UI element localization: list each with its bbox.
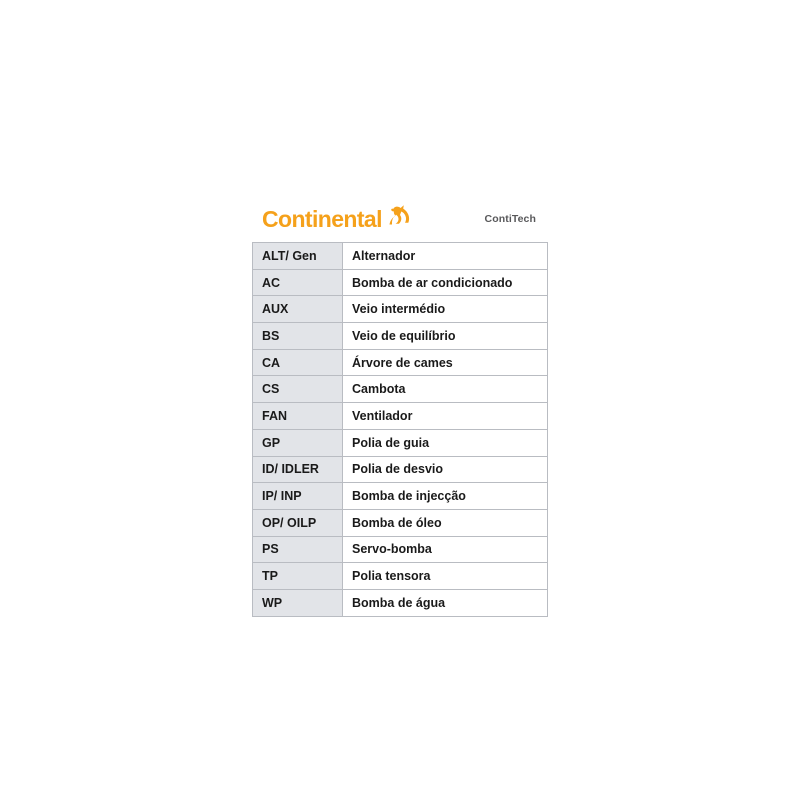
- desc-cell: Polia de desvio: [343, 456, 548, 483]
- desc-cell: Veio intermédio: [343, 296, 548, 323]
- sub-brand-name: ContiTech: [484, 213, 536, 225]
- legend-header: [252, 196, 548, 242]
- desc-cell: Polia tensora: [343, 563, 548, 590]
- abbr-cell: IP/ INP: [253, 483, 343, 510]
- desc-cell: Cambota: [343, 376, 548, 403]
- desc-cell: Servo-bomba: [343, 536, 548, 563]
- table-row: [253, 349, 548, 376]
- table-row: [253, 296, 548, 323]
- desc-cell: Ventilador: [343, 403, 548, 430]
- desc-cell: Bomba de injecção: [343, 483, 548, 510]
- desc-cell: Polia de guia: [343, 429, 548, 456]
- desc-cell: Bomba de água: [343, 589, 548, 616]
- abbr-cell: CS: [253, 376, 343, 403]
- table-row: [253, 536, 548, 563]
- table-row: [253, 269, 548, 296]
- abbr-cell: AUX: [253, 296, 343, 323]
- abbr-cell: CA: [253, 349, 343, 376]
- abbr-cell: BS: [253, 323, 343, 350]
- desc-cell: Bomba de ar condicionado: [343, 269, 548, 296]
- brand-name: Continental: [262, 205, 382, 232]
- abbr-cell: TP: [253, 563, 343, 590]
- abbreviation-legend-table: [252, 242, 548, 617]
- abbr-cell: PS: [253, 536, 343, 563]
- legend-table-body: [253, 243, 548, 617]
- horse-logo-icon: [386, 204, 412, 231]
- abbr-cell: GP: [253, 429, 343, 456]
- abbr-cell: OP/ OILP: [253, 509, 343, 536]
- table-row: [253, 509, 548, 536]
- legend-card: [252, 196, 548, 617]
- abbr-cell: FAN: [253, 403, 343, 430]
- table-row: [253, 589, 548, 616]
- table-row: [253, 323, 548, 350]
- desc-cell: Árvore de cames: [343, 349, 548, 376]
- table-row: [253, 429, 548, 456]
- table-row: [253, 483, 548, 510]
- abbr-cell: WP: [253, 589, 343, 616]
- desc-cell: Bomba de óleo: [343, 509, 548, 536]
- table-row: [253, 403, 548, 430]
- brand-logo: [262, 204, 412, 234]
- desc-cell: Veio de equilíbrio: [343, 323, 548, 350]
- table-row: [253, 563, 548, 590]
- abbr-cell: ALT/ Gen: [253, 243, 343, 270]
- desc-cell: Alternador: [343, 243, 548, 270]
- abbr-cell: AC: [253, 269, 343, 296]
- table-row: [253, 376, 548, 403]
- table-row: [253, 456, 548, 483]
- table-row: [253, 243, 548, 270]
- abbr-cell: ID/ IDLER: [253, 456, 343, 483]
